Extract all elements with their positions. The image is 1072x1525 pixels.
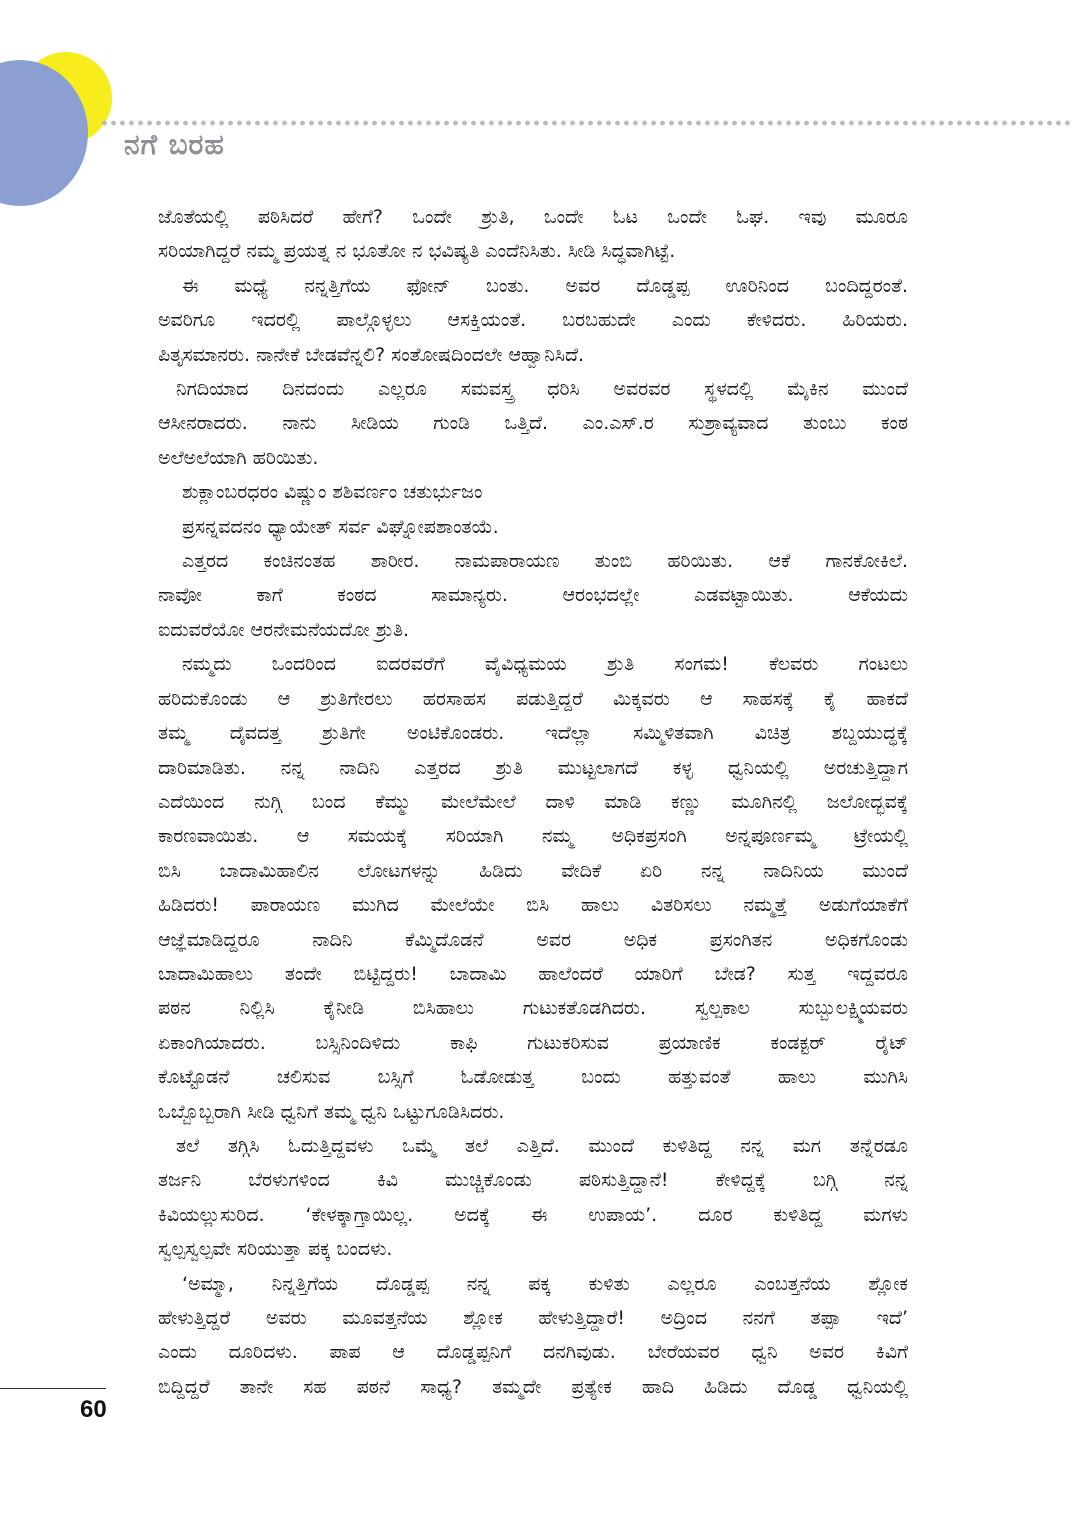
text-line: ಕೊಟ್ಟೊಡನೆ ಚಲಿಸುವ ಬಸ್ಸಿಗೆ ಓಡೋಡುತ್ತ ಬಂದು ಹತ್ತುವಂತೆ ಹಾಲು ಮುಗಿಸಿ [158,1066,908,1089]
text-line: ದಾರಿಮಾಡಿತು. ನನ್ನ ನಾದಿನಿ ಎತ್ತರದ ಶ್ರುತಿ ಮುಟ್ಟಲಾಗದೆ ಕಳ್ಳ ಧ್ವನಿಯಲ್ಲಿ ಅರಚುತ್ತಿದ್ದಾಗ [158,756,908,779]
text-line: ನಾವೋ ಕಾಗೆ ಕಂಠದ ಸಾಮಾನ್ಯರು. ಆರಂಭದಲ್ಲೇ ಎಡವಟ್ಟಾಯಿತು. ಆಕೆಯದು [158,584,908,607]
text-line: ಪಠನ ನಿಲ್ಲಿಸಿ ಕೈನೀಡಿ ಬಿಸಿಹಾಲು ಗುಟುಕತೊಡಗಿದರು. ಸ್ವಲ್ಪಕಾಲ ಸುಬ್ಬುಲಕ್ಷ್ಮಿಯವರು [158,997,908,1020]
text-line: ಜೊತೆಯಲ್ಲಿ ಪಠಿಸಿದರೆ ಹೇಗೆ? ಒಂದೇ ಶ್ರುತಿ, ಒಂದೇ ಓಟ ಒಂದೇ ಓಘ. ಇವು ಮೂರೂ [158,206,908,228]
text-line: ಏಕಾಂಗಿಯಾದರು. ಬಸ್ಸಿನಿಂದಿಳಿದು ಕಾಫಿ ಗುಟುಕರಿಸುವ ಪ್ರಯಾಣಿಕ ಕಂಡಕ್ಟರ್ ರೈಟ್ [158,1031,908,1054]
text-line: ಬಾದಾಮಿಹಾಲು ತಂದೇ ಬಿಟ್ಟಿದ್ದರು! ಬಾದಾಮಿ ಹಾಲೆಂದರೆ ಯಾರಿಗೆ ಬೇಡ? ಸುತ್ತ ಇದ್ದವರೂ [158,962,908,985]
footer-rule [0,1388,106,1389]
text-line: ಅಲೆಅಲೆಯಾಗಿ ಹರಿಯಿತು. [158,446,319,469]
section-title: ನಗೆ ಬರಹ [124,128,225,161]
text-line: ಕಾರಣವಾಯಿತು. ಆ ಸಮಯಕ್ಕೆ ಸರಿಯಾಗಿ ನಮ್ಮ ಅಧಿಕಪ್ರಸಂಗಿ ಅನ್ನಪೂರ್ಣಮ್ಮ ಟ್ರೇಯಲ್ಲಿ [158,825,908,848]
text-line: ಹರಿದುಕೊಂಡು ಆ ಶ್ರುತಿಗೇರಲು ಹರಸಾಹಸ ಪಡುತ್ತಿದ್ದರೆ ಮಿಕ್ಕವರು ಆ ಸಾಹಸಕ್ಕೆ ಕೈ ಹಾಕದೆ [158,687,908,710]
text-line: ಬಿಸಿ ಬಾದಾಮಿಹಾಲಿನ ಲೋಟಗಳನ್ನು ಹಿಡಿದು ವೇದಿಕೆ ಏರಿ ನನ್ನ ನಾದಿನಿಯ ಮುಂದೆ [158,859,908,882]
text-line: ಹಿಡಿದರು! ಪಾರಾಯಣ ಮುಗಿದ ಮೇಲೆಯೇ ಬಿಸಿ ಹಾಲು ವಿತರಿಸಲು ನಮ್ಮತ್ತೆ ಅಡುಗೆಯಾಕೆಗೆ [158,894,908,917]
article-body [158,200,908,1404]
verse-line: ಪ್ರಸನ್ನವದನಂ ಧ್ಯಾಯೇತ್ ಸರ್ವ ವಿಘ್ನೋಪಶಾಂತಯೆ. [182,515,499,538]
text-line: ಪಿತೃಸಮಾನರು. ನಾನೇಕೆ ಬೇಡವೆನ್ನಲಿ? ಸಂತೋಷದಿಂದಲೇ ಆಹ್ವಾನಿಸಿದೆ. [158,343,585,366]
text-line: ಅವರಿಗೂ ಇದರಲ್ಲಿ ಪಾಲ್ಗೊಳ್ಳಲು ಆಸಕ್ತಿಯಂತೆ. ಬರಬಹುದೇ ಎಂದು ಕೇಳಿದರು. ಹಿರಿಯರು. [158,309,908,332]
text-line: ಹೇಳುತ್ತಿದ್ದರೆ ಅವರು ಮೂವತ್ತನೆಯ ಶ್ಲೋಕ ಹೇಳುತ್ತಿದ್ದಾರೆ! ಅದ್ರಿಂದ ನನಗೆ ತಪ್ಪಾ ಇದೆ’ [158,1307,908,1329]
text-line: ಎತ್ತರದ ಕಂಚಿನಂತಹ ಶಾರೀರ. ನಾಮಪಾರಾಯಣ ತುಂಬಿ ಹರಿಯಿತು. ಆಕೆ ಗಾನಕೋಕಿಲೆ. [182,550,908,573]
text-line: ನಮ್ಮದು ಒಂದರಿಂದ ಐದರವರೆಗೆ ವೈವಿಧ್ಯಮಯ ಶ್ರುತಿ ಸಂಗಮ! ಕೆಲವರು ಗಂಟಲು [182,653,908,676]
text-line: ಎದೆಯಿಂದ ನುಗ್ಗಿ ಬಂದ ಕೆಮ್ಮು ಮೇಲೆಮೇಲೆ ದಾಳಿ ಮಾಡಿ ಕಣ್ಣು ಮೂಗಿನಲ್ಲಿ ಜಲೋದ್ಭವಕ್ಕೆ [158,790,908,813]
page-number: 60 [80,1396,107,1423]
verse-line: ಶುಕ್ಲಾಂಬರಧರಂ ವಿಷ್ಣುಂ ಶಶಿವರ್ಣಂ ಚತುರ್ಭುಜಂ [182,481,483,504]
text-line: ಈ ಮಧ್ಯೆ ನನ್ನತ್ತಿಗೆಯ ಫೋನ್ ಬಂತು. ಅವರ ದೊಡ್ಡಪ್ಪ ಊರಿನಿಂದ ಬಂದಿದ್ದರಂತೆ. [182,274,908,297]
text-line: ಎಂದು ದೂರಿದಳು. ಪಾಪ ಆ ದೊಡ್ಡಪ್ಪನಿಗೆ ದನಗಿವುಡು. ಬೇರೆಯವರ ಧ್ವನಿ ಅವರ ಕಿವಿಗೆ [158,1341,908,1364]
dotted-header-rule [100,120,1072,126]
text-line: ಸ್ವಲ್ಪಸ್ವಲ್ಪವೇ ಸರಿಯುತ್ತಾ ಪಕ್ಕ ಬಂದಳು. [158,1238,393,1261]
text-line: ಬಿದ್ದಿದ್ದರೆ ತಾನೇ ಸಹ ಪಠನೆ ಸಾಧ್ಯ? ತಮ್ಮದೇ ಪ್ರತ್ಯೇಕ ಹಾದಿ ಹಿಡಿದು ದೊಡ್ಡ ಧ್ವನಿಯಲ್ಲಿ [158,1375,908,1398]
text-line: ಸರಿಯಾಗಿದ್ದರೆ ನಮ್ಮ ಪ್ರಯತ್ನ ನ ಭೂತೋ ನ ಭವಿಷ್ಯತಿ ಎಂದೆನಿಸಿತು. ಸೀಡಿ ಸಿದ್ಧವಾಗಿಟ್ಟೆ. [158,240,676,263]
text-line: ಕಿವಿಯಲ್ಲುಸುರಿದ. ‘ಕೇಳಕ್ಕಾಗ್ತಾಯಿಲ್ಲ. ಅದಕ್ಕೆ ಈ ಉಪಾಯ’. ದೂರ ಕುಳಿತಿದ್ದ ಮಗಳು [158,1203,908,1226]
text-line: ಆಜ್ಞೆಮಾಡಿದ್ದರೂ ನಾದಿನಿ ಕೆಮ್ಮಿದೊಡನೆ ಅವರ ಅಧಿಕ ಪ್ರಸಂಗಿತನ ಅಧಿಕಗೊಂಡು [158,928,908,951]
text-line: ಐದುವರೆಯೋ ಆರನೇಮನೆಯದೋ ಶ್ರುತಿ. [158,618,410,641]
text-line: ಒಬ್ಬೊಬ್ಬರಾಗಿ ಸೀಡಿ ಧ್ವನಿಗೆ ತಮ್ಮ ಧ್ವನಿ ಒಟ್ಟುಗೂಡಿಸಿದರು. [158,1100,505,1123]
text-line: ತಮ್ಮ ದೈವದತ್ತ ಶ್ರುತಿಗೇ ಅಂಟಿಕೊಂಡರು. ಇದೆಲ್ಲಾ ಸಮ್ಮಿಳಿತವಾಗಿ ವಿಚಿತ್ರ ಶಬ್ದಯುದ್ಧಕ್ಕೆ [158,722,908,745]
text-line: ‘ಅಮ್ಮಾ, ನಿನ್ನತ್ತಿಗೆಯ ದೊಡ್ಡಪ್ಪ ನನ್ನ ಪಕ್ಕ ಕುಳಿತು ಎಲ್ಲರೂ ಎಂಬತ್ತನೆಯ ಶ್ಲೋಕ [182,1272,908,1295]
text-line: ಆಸೀನರಾದರು. ನಾನು ಸೀಡಿಯ ಗುಂಡಿ ಒತ್ತಿದೆ. ಎಂ.ಎಸ್.ರ ಸುಶ್ರಾವ್ಯವಾದ ತುಂಬು ಕಂಠ [158,412,908,435]
text-line: ನಿಗದಿಯಾದ ದಿನದಂದು ಎಲ್ಲರೂ ಸಮವಸ್ತ್ರ ಧರಿಸಿ ಅವರವರ ಸ್ಥಳದಲ್ಲಿ ಮೈಕಿನ ಮುಂದೆ [176,378,908,401]
text-line: ತರ್ಜನಿ ಬೆರಳುಗಳಿಂದ ಕಿವಿ ಮುಚ್ಚಿಕೊಂಡು ಪಠಿಸುತ್ತಿದ್ದಾನೆ! ಕೇಳಿದ್ದಕ್ಕೆ ಬಗ್ಗಿ ನನ್ನ [158,1169,908,1192]
text-line: ತಲೆ ತಗ್ಗಿಸಿ ಓದುತ್ತಿದ್ದವಳು ಒಮ್ಮೆ ತಲೆ ಎತ್ತಿದೆ. ಮುಂದೆ ಕುಳಿತಿದ್ದ ನನ್ನ ಮಗ ತನ್ನೆರಡೂ [176,1134,908,1157]
